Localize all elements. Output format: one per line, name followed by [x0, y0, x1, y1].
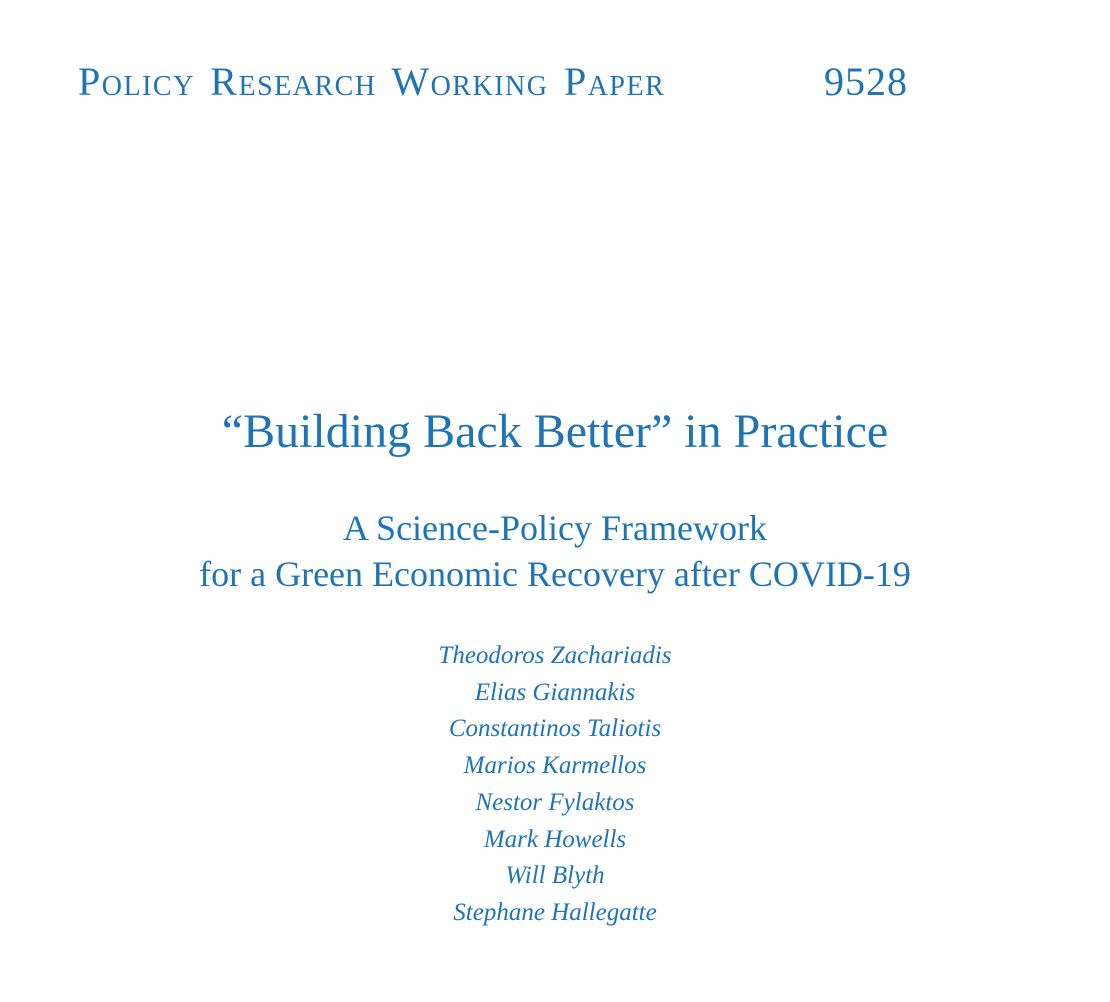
paper-title: “Building Back Better” in Practice	[221, 405, 889, 458]
author-name: Theodoros Zachariadis	[438, 642, 672, 669]
author-name: Nestor Fylaktos	[475, 788, 635, 816]
paper-subtitle	[0, 505, 1110, 597]
series-header	[78, 58, 908, 108]
subtitle-line-2: for a Green Economic Recovery after COVID-19	[199, 554, 911, 594]
author-name: Stephane Hallegatte	[453, 898, 657, 926]
author-name: Constantinos Taliotis	[448, 715, 662, 743]
series-title: Policy Research Working Paper	[78, 59, 666, 104]
paper-number: 9528	[824, 59, 908, 104]
subtitle-line-1: A Science-Policy Framework	[343, 508, 767, 548]
author-name: Will Blyth	[505, 862, 605, 890]
author-list	[0, 638, 1110, 932]
author-name: Mark Howells	[483, 825, 627, 853]
author-name: Marios Karmellos	[463, 752, 647, 780]
author-name: Elias Giannakis	[474, 678, 636, 706]
